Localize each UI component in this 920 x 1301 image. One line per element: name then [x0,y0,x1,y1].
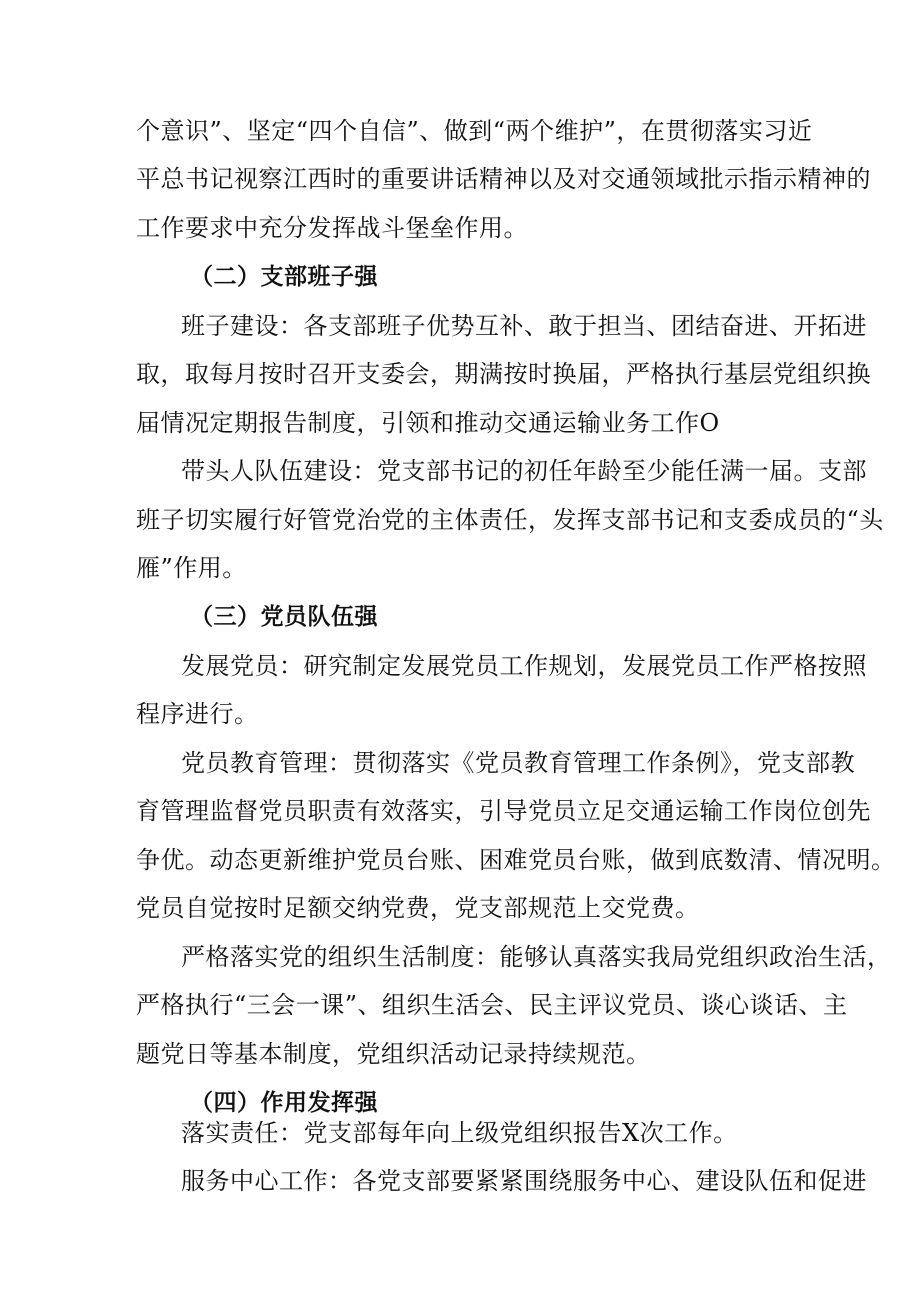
text-line: 发展党员：研究制定发展党员工作规划，发展党员工作严格按照 [181,652,867,680]
section-heading-2: （二）支部班子强 [190,264,378,290]
text-line: 题党日等基本制度，党组织活动记录持续规范。 [136,1040,651,1068]
text-line: 班子切实履行好管党治党的主体责任，发挥支部书记和支委成员的“头 [136,506,884,534]
text-line: 争优。动态更新维护党员台账、困难党员台账，做到底数清、情况明。 [136,846,896,874]
text-line: 带头人队伍建设：党支部书记的初任年龄至少能任满一届。支部 [181,457,867,485]
text-line: 党员自觉按时足额交纳党费，党支部规范上交党费。 [136,894,700,922]
text-line: 程序进行。 [136,700,259,728]
text-line: 落实责任：党支部每年向上级党组织报告X次工作。 [181,1119,738,1147]
text-line: 班子建设：各支部班子优势互补、敢于担当、团结奋进、开拓进 [181,312,867,340]
text-line: 取，取每月按时召开支委会，期满按时换届，严格执行基层党组织换 [136,360,871,388]
section-heading-3: （三）党员队伍强 [190,604,378,630]
text-line: 严格落实党的组织生活制度：能够认真落实我局党组织政治生活， [181,943,892,971]
text-line: 雁”作用。 [136,554,247,582]
text-line: 届情况定期报告制度，引领和推动交通运输业务工作O [136,409,720,437]
section-heading-4: （四）作用发挥强 [190,1090,378,1116]
text-line: 严格执行“三会一课”、组织生活会、民主评议党员、谈心谈话、主 [136,991,848,1019]
text-line: 个意识”、坚定“四个自信”、做到“两个维护”，在贯彻落实习近 [136,117,813,145]
text-line: 工作要求中充分发挥战斗堡垒作用。 [136,214,528,242]
text-line: 服务中心工作：各党支部要紧紧围绕服务中心、建设队伍和促进 [181,1167,867,1195]
text-line: 党员教育管理：贯彻落实《党员教育管理工作条例》，党支部教 [181,749,855,777]
text-line: 育管理监督党员职责有效落实，引导党员立足交通运输工作岗位创先 [136,797,871,825]
text-line: 平总书记视察江西时的重要讲话精神以及对交通领域批示指示精神的 [136,165,871,193]
